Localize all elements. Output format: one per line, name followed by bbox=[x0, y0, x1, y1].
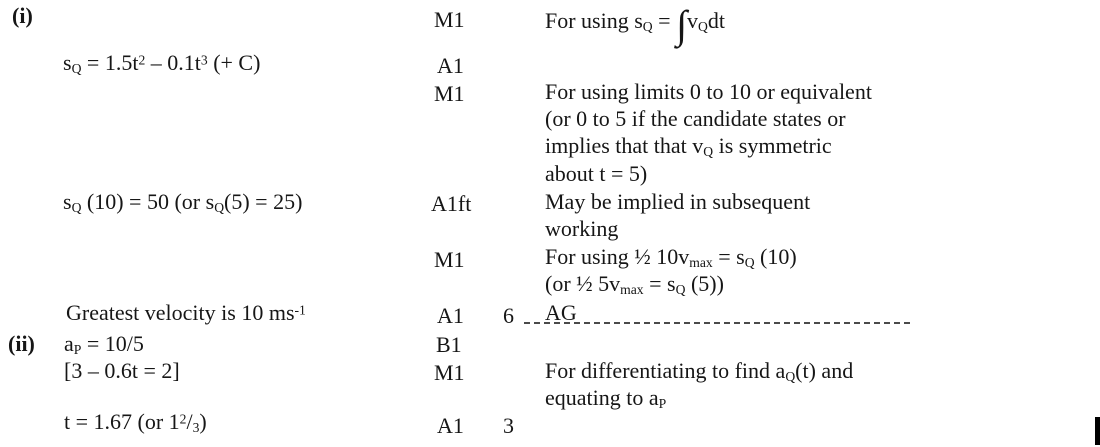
text-segment: (10) bbox=[754, 244, 797, 269]
text-segment: equating to a bbox=[545, 385, 659, 410]
comment-limits: For using limits 0 to 10 or equivalent bbox=[545, 79, 872, 104]
subscript-q: Q bbox=[785, 369, 796, 384]
subscript-max: max bbox=[689, 255, 713, 270]
text-segment: For using ½ 10v bbox=[545, 244, 690, 269]
mark-a1-3: A1 bbox=[437, 413, 464, 438]
subscript-p: P bbox=[658, 396, 667, 411]
comment-implies-symmetric bbox=[545, 133, 832, 159]
working-greatest-velocity bbox=[66, 300, 306, 326]
text-segment: v bbox=[687, 8, 699, 33]
text-segment: is symmetric bbox=[713, 133, 832, 158]
superscript-2: 2 bbox=[138, 52, 146, 68]
ag-dashed-divider bbox=[524, 322, 910, 324]
text-segment: (t) and bbox=[795, 358, 854, 383]
text-segment: = 10/5 bbox=[81, 331, 144, 356]
page-edge-artifact bbox=[1095, 417, 1100, 445]
mark-a1-1: A1 bbox=[437, 53, 464, 78]
subscript-q: Q bbox=[214, 200, 225, 215]
working-ap-equation bbox=[64, 331, 144, 357]
text-segment: (5)) bbox=[685, 271, 724, 296]
text-segment: a bbox=[64, 331, 74, 356]
subscript-q: Q bbox=[642, 19, 653, 34]
text-segment: = s bbox=[712, 244, 745, 269]
subscript-q: Q bbox=[71, 61, 82, 76]
mark-m1-1: M1 bbox=[434, 7, 465, 32]
comment-using-integral: For using $s_Q = \int v_Qdt$ bbox=[545, 2, 725, 47]
text-segment: For differentiating to find a bbox=[545, 358, 786, 383]
working-bracket-equation: [3 – 0.6t = 2] bbox=[64, 358, 180, 383]
comment-half-10vmax bbox=[545, 244, 797, 270]
comment-or-0-to-5: (or 0 to 5 if the candidate states or bbox=[545, 106, 846, 131]
text-segment: s bbox=[63, 189, 72, 214]
subscript-p: P bbox=[73, 342, 82, 357]
subscript-q: Q bbox=[698, 19, 708, 34]
text-segment: = 1.5t bbox=[81, 50, 139, 75]
mark-m1-4: M1 bbox=[434, 360, 465, 385]
text-segment: (5) = 25) bbox=[224, 189, 303, 214]
mark-a1-2: A1 bbox=[437, 303, 464, 328]
text-segment: (+ C) bbox=[207, 50, 261, 75]
subscript-q: Q bbox=[71, 200, 82, 215]
text-segment: (or ½ 5v bbox=[545, 271, 621, 296]
subscript-3: 3 bbox=[192, 420, 200, 435]
superscript-2: 2 bbox=[179, 411, 187, 427]
comment-working: working bbox=[545, 216, 619, 241]
total-part-i: 6 bbox=[503, 303, 514, 328]
subscript-max: max bbox=[620, 282, 644, 297]
comment-differentiating bbox=[545, 358, 853, 384]
working-sq-equation bbox=[63, 50, 260, 76]
text-segment: implies that that v bbox=[545, 133, 704, 158]
mark-a1ft: A1ft bbox=[431, 191, 472, 216]
subscript-q: Q bbox=[675, 282, 686, 297]
text-segment: s bbox=[63, 50, 72, 75]
part-label-ii: (ii) bbox=[8, 331, 35, 356]
text-segment: = s bbox=[643, 271, 676, 296]
subscript-q: Q bbox=[703, 144, 714, 159]
text-segment: dt bbox=[707, 8, 725, 33]
text-segment: (10) = 50 (or s bbox=[81, 189, 215, 214]
comment-about-t5: about t = 5) bbox=[545, 161, 648, 186]
text-segment: t = 1.67 (or 1 bbox=[64, 409, 180, 434]
mark-b1: B1 bbox=[436, 332, 462, 357]
text-segment: = bbox=[652, 8, 677, 33]
text-segment: Greatest velocity is 10 ms bbox=[66, 300, 295, 325]
text-segment: – 0.1t bbox=[145, 50, 201, 75]
mark-m1-3: M1 bbox=[434, 247, 465, 272]
text-segment: ) bbox=[199, 409, 207, 434]
text-segment: / bbox=[186, 409, 193, 434]
working-t-equation bbox=[64, 409, 207, 435]
superscript-minus-1: -1 bbox=[294, 302, 306, 318]
part-label-i: (i) bbox=[12, 3, 33, 28]
working-sq10-equation bbox=[63, 189, 302, 215]
subscript-q: Q bbox=[744, 255, 755, 270]
superscript-3: 3 bbox=[200, 52, 208, 68]
mark-m1-2: M1 bbox=[434, 81, 465, 106]
comment-may-be-implied: May be implied in subsequent bbox=[545, 189, 811, 214]
comment-ag: AG bbox=[545, 300, 577, 325]
comment-equating-ap bbox=[545, 385, 666, 411]
comment-half-5vmax bbox=[545, 271, 724, 297]
text-segment: For using s bbox=[545, 8, 643, 33]
total-part-ii: 3 bbox=[503, 413, 514, 438]
